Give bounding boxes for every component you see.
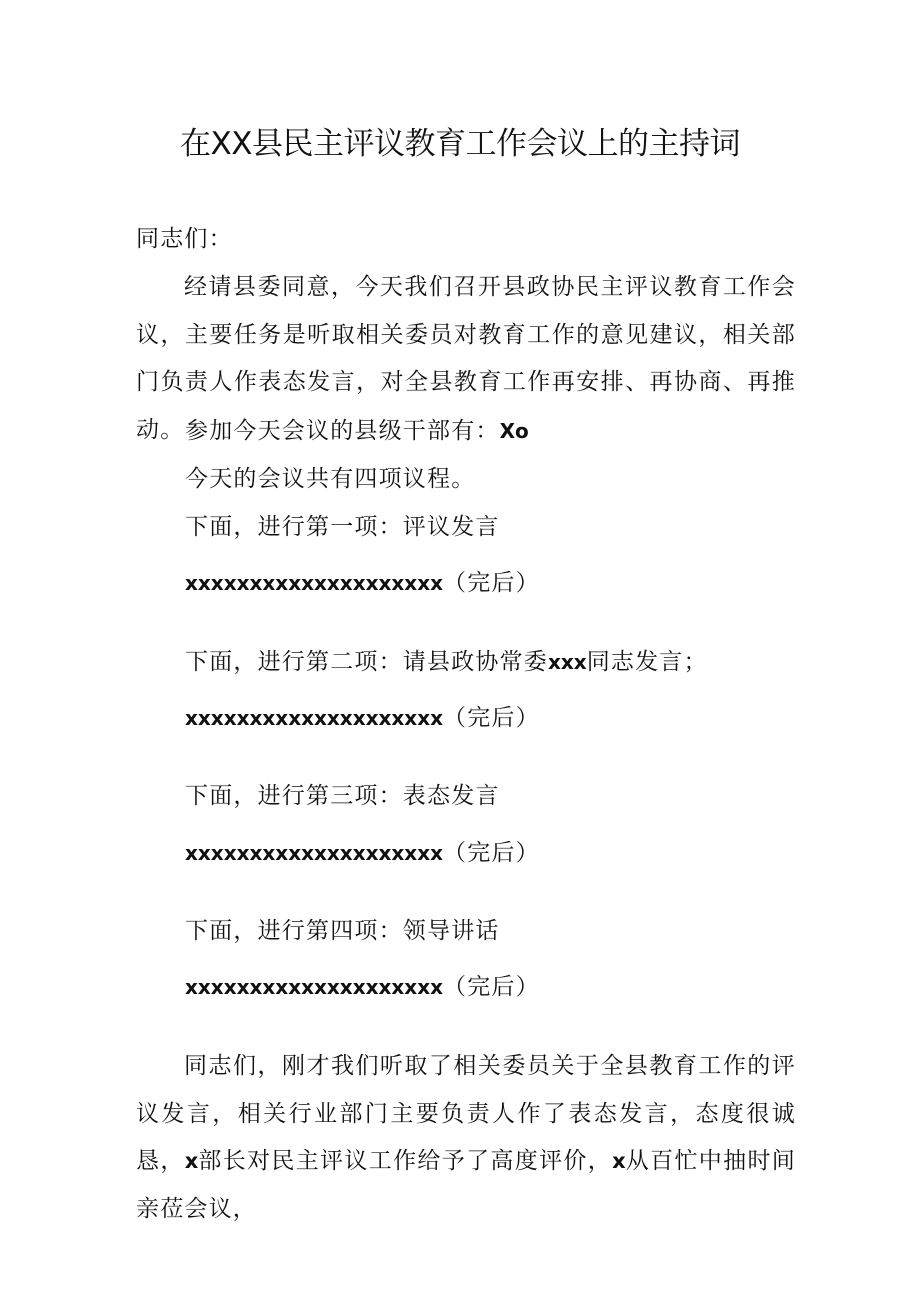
closing-paragraph	[136, 1043, 796, 1233]
intro-paragraph: 经请县委同意，今天我们召开县政协民主评议教育工作会议，主要任务是听取相关委员对教育工作的意见建议，相关部门负责人作表态发言，对全县教育工作再安排、再协商、再推动。	[136, 274, 796, 443]
agenda-intro: 今天的会议共有四项议程。	[185, 466, 476, 492]
closing-x-2: x	[612, 1149, 626, 1173]
agenda-placeholder-3	[185, 836, 540, 870]
placeholder-note: （完后）	[443, 974, 540, 1000]
agenda-item-prefix: 下面，进行第二项：请县政协常委	[185, 649, 548, 675]
agenda-placeholder-4	[185, 970, 540, 1004]
placeholder-text: xxxxxxxxxxxxxxxxxxxx	[185, 571, 444, 595]
document-title: 在XX县民主评议教育工作会议上的主持词	[180, 126, 740, 162]
closing-text-3: 从百忙中抽时间亲莅会议，	[136, 1148, 796, 1222]
closing-text-1: 同志们，刚才我们听取了相关委员关于全县教育工作的评议发言，相关行业部门主要负责人作了表态发言，态度很诚恳，	[136, 1053, 796, 1174]
agenda-placeholder-2	[185, 701, 540, 735]
placeholder-note: （完后）	[443, 840, 540, 866]
attendees-value: Xo	[499, 419, 529, 443]
agenda-item-suffix: 同志发言；	[586, 649, 708, 675]
agenda-item-2	[185, 645, 708, 679]
attendees-line	[185, 414, 529, 448]
placeholder-text: xxxxxxxxxxxxxxxxxxxx	[185, 975, 444, 999]
placeholder-note: （完后）	[443, 570, 540, 596]
agenda-item-name: xxx	[548, 650, 587, 674]
greeting: 同志们：	[136, 226, 233, 252]
agenda-item-3: 下面，进行第三项：表态发言	[185, 783, 500, 809]
agenda-item-1: 下面，进行第一项：评议发言	[185, 514, 500, 540]
placeholder-note: （完后）	[443, 705, 540, 731]
agenda-item-4: 下面，进行第四项：领导讲话	[185, 918, 500, 944]
placeholder-text: xxxxxxxxxxxxxxxxxxxx	[185, 841, 444, 865]
closing-text-2: 部长对民主评议工作给予了高度评价，	[198, 1148, 613, 1174]
attendees-label: 参加今天会议的县级干部有：	[185, 418, 500, 444]
placeholder-text: xxxxxxxxxxxxxxxxxxxx	[185, 706, 444, 730]
agenda-placeholder-1	[185, 566, 540, 600]
closing-x-1: x	[184, 1149, 199, 1173]
